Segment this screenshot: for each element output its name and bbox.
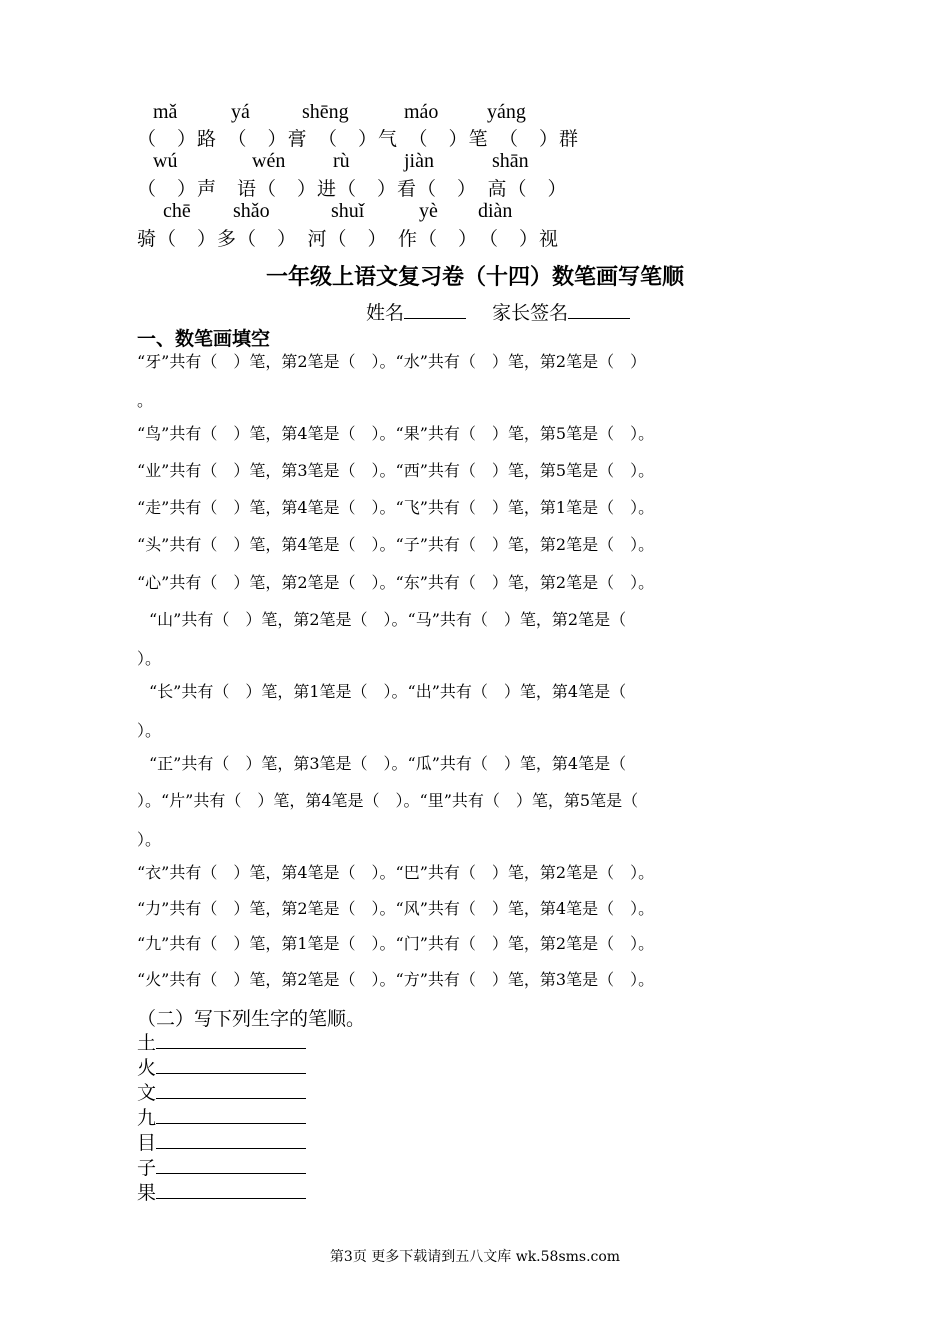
stroke-order-row — [137, 1128, 306, 1155]
pinyin-syllable: yè — [419, 200, 438, 222]
stroke-char: 文 — [137, 1082, 157, 1104]
section2-heading: （二）写下列生字的笔顺。 — [137, 1008, 366, 1030]
exercise-line: “头”共有（ ）笔，第4笔是（ ）。“子”共有（ ）笔，第2笔是（ ）。 — [137, 535, 655, 554]
exercise-line: ）。“片”共有（ ）笔，第4笔是（ ）。“里”共有（ ）笔，第5笔是（ — [137, 791, 639, 810]
stroke-answer-blank[interactable] — [156, 1155, 306, 1174]
exercise-line: “衣”共有（ ）笔，第4笔是（ ）。“巴”共有（ ）笔，第2笔是（ ）。 — [137, 863, 655, 882]
stroke-order-row — [137, 1028, 306, 1055]
pinyin-answer-row: 骑（ ）多（ ） 河（ ） 作（ ） （ ）视 — [137, 228, 560, 250]
pinyin-syllable: yá — [231, 101, 250, 123]
exercise-line: ）。 — [137, 649, 162, 668]
pinyin-syllable: wén — [252, 150, 286, 172]
pinyin-syllable: shǎo — [233, 200, 270, 222]
exercise-line: “长”共有（ ）笔，第1笔是（ ）。“出”共有（ ）笔，第4笔是（ — [149, 682, 627, 701]
pinyin-syllable: jiàn — [404, 150, 434, 172]
name-blank[interactable] — [404, 318, 466, 319]
exercise-line: ）。 — [137, 721, 162, 740]
exercise-line: “正”共有（ ）笔，第3笔是（ ）。“瓜”共有（ ）笔，第4笔是（ — [149, 754, 627, 773]
pinyin-syllable: shuǐ — [331, 200, 365, 222]
section1-heading: 一、数笔画填空 — [137, 328, 271, 350]
stroke-char: 果 — [137, 1182, 157, 1204]
name-signature-line — [366, 298, 630, 325]
exercise-line: 。 — [137, 391, 154, 410]
stroke-order-row — [137, 1153, 306, 1180]
exercise-line: “力”共有（ ）笔，第2笔是（ ）。“风”共有（ ）笔，第4笔是（ ）。 — [137, 899, 655, 918]
stroke-char: 火 — [137, 1057, 157, 1079]
pinyin-syllable: chē — [163, 200, 191, 222]
pinyin-syllable: rù — [333, 150, 350, 172]
exercise-line: “鸟”共有（ ）笔，第4笔是（ ）。“果”共有（ ）笔，第5笔是（ ）。 — [137, 424, 655, 443]
pinyin-answer-row: （ ）路 （ ）膏 （ ）气 （ ）笔 （ ）群 — [137, 128, 580, 150]
exercise-line: “走”共有（ ）笔，第4笔是（ ）。“飞”共有（ ）笔，第1笔是（ ）。 — [137, 498, 655, 517]
stroke-order-row — [137, 1103, 306, 1130]
page-footer: 第3页 更多下载请到五八文库 wk.58sms.com — [329, 1249, 621, 1265]
pinyin-syllable: wú — [153, 150, 178, 172]
pinyin-syllable: yáng — [487, 101, 526, 123]
stroke-char: 九 — [137, 1107, 157, 1129]
exercise-line: “心”共有（ ）笔，第2笔是（ ）。“东”共有（ ）笔，第2笔是（ ）。 — [137, 573, 655, 592]
exercise-line: “业”共有（ ）笔，第3笔是（ ）。“西”共有（ ）笔，第5笔是（ ）。 — [137, 461, 655, 480]
page-title: 一年级上语文复习卷（十四）数笔画写笔顺 — [265, 265, 684, 290]
pinyin-answer-row: （ ）声 语（ ）进（ ）看（ ） 高（ ） — [137, 178, 568, 200]
stroke-char: 子 — [137, 1157, 157, 1179]
stroke-answer-blank[interactable] — [156, 1055, 306, 1074]
pinyin-syllable: diàn — [478, 200, 513, 222]
stroke-answer-blank[interactable] — [156, 1030, 306, 1049]
parent-signature-blank[interactable] — [568, 318, 630, 319]
stroke-char: 土 — [137, 1032, 157, 1054]
exercise-line: “牙”共有（ ）笔，第2笔是（ ）。“水”共有（ ）笔，第2笔是（ ） — [137, 352, 647, 371]
stroke-order-row — [137, 1078, 306, 1105]
name-label: 姓名 — [366, 302, 405, 324]
stroke-order-row — [137, 1053, 306, 1080]
stroke-answer-blank[interactable] — [156, 1180, 306, 1199]
pinyin-syllable: mǎ — [153, 101, 178, 123]
pinyin-syllable: shēng — [302, 101, 349, 123]
stroke-answer-blank[interactable] — [156, 1130, 306, 1149]
pinyin-syllable: shān — [492, 150, 529, 172]
exercise-line: “山”共有（ ）笔，第2笔是（ ）。“马”共有（ ）笔，第2笔是（ — [149, 610, 627, 629]
stroke-answer-blank[interactable] — [156, 1080, 306, 1099]
pinyin-syllable: máo — [404, 101, 439, 123]
parent-signature-label: 家长签名 — [492, 302, 569, 324]
stroke-answer-blank[interactable] — [156, 1105, 306, 1124]
exercise-line: “九”共有（ ）笔，第1笔是（ ）。“门”共有（ ）笔，第2笔是（ ）。 — [137, 934, 655, 953]
exercise-line: ）。 — [137, 830, 162, 849]
stroke-char: 目 — [137, 1132, 157, 1154]
exercise-line: “火”共有（ ）笔，第2笔是（ ）。“方”共有（ ）笔，第3笔是（ ）。 — [137, 970, 655, 989]
stroke-order-row — [137, 1178, 306, 1205]
